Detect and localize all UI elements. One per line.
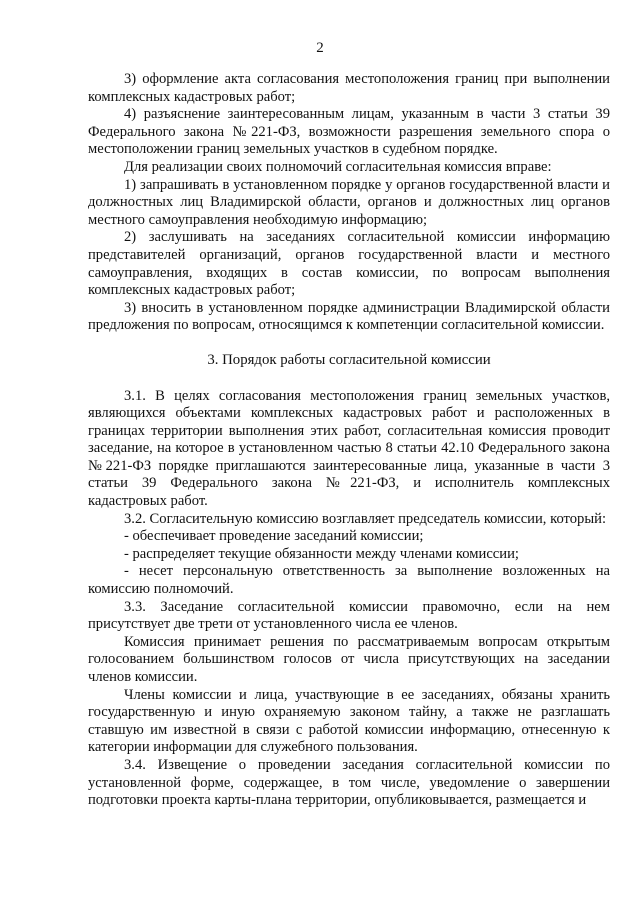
paragraph: 4) разъяснение заинтересованным лицам, указанным в части 3 статьи 39 Федерального закона №221-ФЗ, возможности разрешения земельного спора о местоположении границ земельных участков в судебном порядке. bbox=[88, 106, 610, 158]
document-body bbox=[88, 71, 610, 810]
list-item: - распределяет текущие обязанности между членами комиссии; bbox=[124, 545, 519, 562]
paragraph: Для реализации своих полномочий согласительная комиссия вправе: bbox=[124, 158, 552, 175]
list-item: - несет персональную ответственность за выполнение возложенных на комиссию полномочий. bbox=[88, 563, 610, 598]
paragraph: 3.3. Заседание согласительной комиссии правомочно, если на нем присутствует две трети от установленного числа ее членов. bbox=[88, 598, 610, 633]
list-item: - обеспечивает проведение заседаний комиссии; bbox=[124, 528, 424, 545]
paragraph: Члены комиссии и лица, участвующие в ее заседаниях, обязаны хранить государственную и иную охраняемую законом тайну, а также не разглашать ставшую им известной в связи с работой комиссии информацию, отнесенную к категории информации для служебного пользования. bbox=[88, 686, 610, 756]
paragraph: 3.2. Согласительную комиссию возглавляет председатель комиссии, который: bbox=[124, 510, 607, 527]
paragraph: 3.4. Извещение о проведении заседания согласительной комиссии по установленной форме, содержащее, в том числе, уведомление о завершении подготовки проекта карты-плана территории, опубликовывается, размещается и bbox=[88, 756, 610, 809]
paragraph: 3.1. В целях согласования местоположения границ земельных участков, являющихся объектами комплексных кадастровых работ и расположенных в границах территории выполнения этих работ, согласительная комиссия проводит заседание, на которое в установленном частью 8 статьи 42.10 Федерального закона №221-ФЗ порядке приглашаются заинтересованные лица, указанные в части 3 статьи 39 Федерального закона №221-ФЗ, и исполнитель комплексных кадастровых работ. bbox=[88, 387, 610, 510]
paragraph: 1) запрашивать в установленном порядке у органов государственной власти и должностных лиц Владимирской области, органов и должностных лиц органов местного самоуправления необходимую информацию; bbox=[88, 176, 610, 228]
paragraph: 2) заслушивать на заседаниях согласительной комиссии информацию представителей организаций, органов государственной власти и местного самоуправления, входящих в состав комиссии, по вопросам выполнения комплексных кадастровых работ; bbox=[88, 229, 610, 299]
paragraph: 3) оформление акта согласования местоположения границ при выполнении комплексных кадастровых работ; bbox=[88, 71, 610, 105]
page-number: 2 bbox=[316, 40, 324, 56]
paragraph: 3) вносить в установленном порядке администрации Владимирской области предложения по вопросам, относящимся к компетенции согласительной комиссии. bbox=[88, 299, 610, 334]
section-heading: 3. Порядок работы согласительной комиссии bbox=[207, 351, 491, 368]
paragraph: Комиссия принимает решения по рассматриваемым вопросам открытым голосованием большинством голосов от числа присутствующих на заседании членов комиссии. bbox=[88, 633, 610, 685]
